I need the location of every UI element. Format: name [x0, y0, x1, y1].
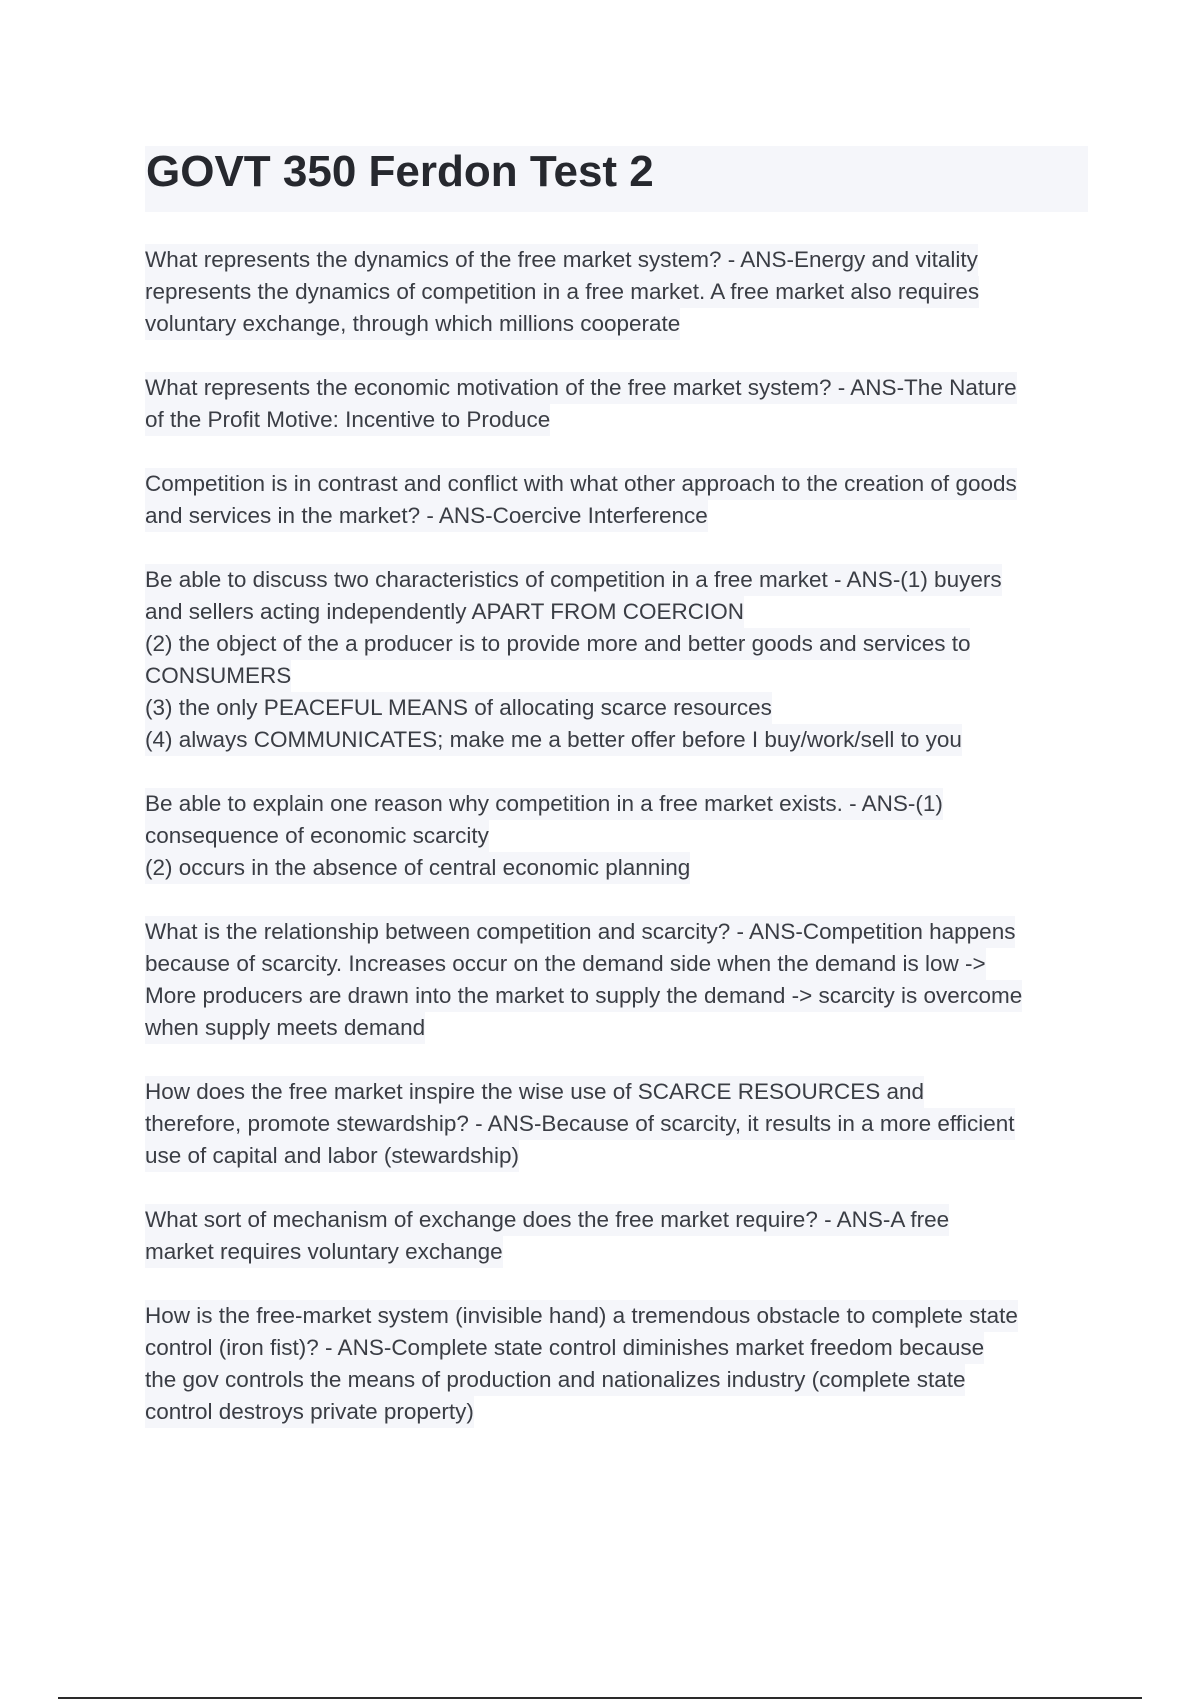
qa-item: [145, 1204, 1090, 1268]
qa-line: of the Profit Motive: Incentive to Produce: [145, 404, 550, 436]
qa-line: Be able to explain one reason why competition in a free market exists. - ANS-(1): [145, 788, 943, 820]
qa-line: use of capital and labor (stewardship): [145, 1140, 519, 1172]
qa-line: the gov controls the means of production and nationalizes industry (complete state: [145, 1364, 965, 1396]
qa-item: [145, 788, 1090, 884]
qa-line: How does the free market inspire the wise use of SCARCE RESOURCES and: [145, 1076, 924, 1108]
qa-line: because of scarcity. Increases occur on the demand side when the demand is low ->: [145, 948, 986, 980]
qa-line: How is the free-market system (invisible hand) a tremendous obstacle to complete state: [145, 1300, 1018, 1332]
footer-divider: [58, 1697, 1142, 1699]
qa-item: [145, 468, 1090, 532]
qa-line: therefore, promote stewardship? - ANS-Because of scarcity, it results in a more efficient: [145, 1108, 1015, 1140]
qa-item: [145, 244, 1090, 340]
qa-line: (2) the object of the a producer is to provide more and better goods and services to: [145, 628, 970, 660]
qa-line: What sort of mechanism of exchange does the free market require? - ANS-A free: [145, 1204, 949, 1236]
qa-line: voluntary exchange, through which millions cooperate: [145, 308, 680, 340]
qa-line: control (iron fist)? - ANS-Complete state control diminishes market freedom because: [145, 1332, 984, 1364]
qa-line: What represents the dynamics of the free market system? - ANS-Energy and vitality: [145, 244, 978, 276]
qa-line: What is the relationship between competition and scarcity? - ANS-Competition happens: [145, 916, 1015, 948]
qa-line: CONSUMERS: [145, 660, 291, 692]
qa-line: when supply meets demand: [145, 1012, 425, 1044]
qa-item: [145, 564, 1090, 756]
qa-item: [145, 372, 1090, 436]
qa-line: Be able to discuss two characteristics of competition in a free market - ANS-(1) buyers: [145, 564, 1002, 596]
document-title: GOVT 350 Ferdon Test 2: [146, 147, 654, 196]
qa-line: control destroys private property): [145, 1396, 474, 1428]
qa-line: and sellers acting independently APART FROM COERCION: [145, 596, 744, 628]
qa-line: market requires voluntary exchange: [145, 1236, 503, 1268]
qa-line: (4) always COMMUNICATES; make me a better offer before I buy/work/sell to you: [145, 724, 962, 756]
qa-item: [145, 1076, 1090, 1172]
qa-list: [145, 244, 1090, 1460]
qa-line: Competition is in contrast and conflict with what other approach to the creation of goods: [145, 468, 1017, 500]
qa-item: [145, 1300, 1090, 1428]
qa-item: [145, 916, 1090, 1044]
qa-line: (3) the only PEACEFUL MEANS of allocating scarce resources: [145, 692, 772, 724]
qa-line: consequence of economic scarcity: [145, 820, 489, 852]
qa-line: represents the dynamics of competition in a free market. A free market also requires: [145, 276, 979, 308]
qa-line: What represents the economic motivation of the free market system? - ANS-The Nature: [145, 372, 1017, 404]
qa-line: and services in the market? - ANS-Coercive Interference: [145, 500, 708, 532]
qa-line: (2) occurs in the absence of central economic planning: [145, 852, 690, 884]
qa-line: More producers are drawn into the market to supply the demand -> scarcity is overcome: [145, 980, 1022, 1012]
